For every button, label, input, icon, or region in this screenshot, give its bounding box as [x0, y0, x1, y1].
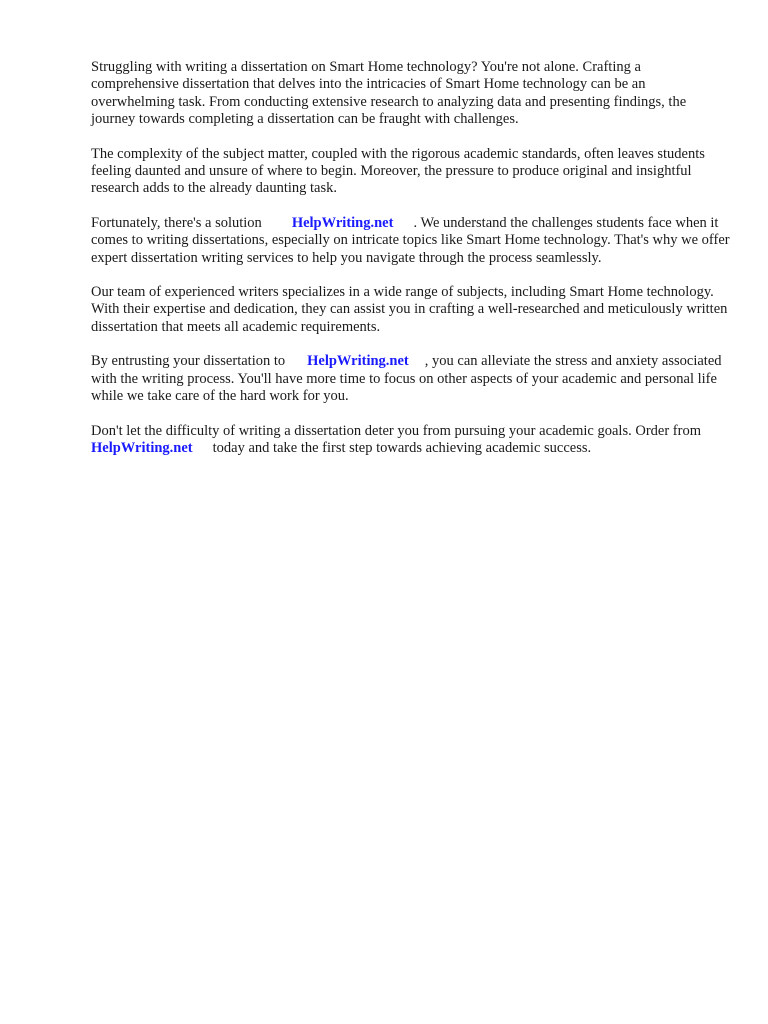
paragraph-intro: [91, 59, 731, 129]
paragraph-solution-text-after: . We understand the challenges students face when it comes to writing dissertations, especially on intricate topics like Smart Home technology. That's why we offer expert dissertation writing services to help you navigate through the process seamlessly.: [91, 214, 730, 266]
paragraph-intro-text: Struggling with writing a dissertation on Smart Home technology? You're not alone. Crafting a comprehensive dissertation that delves into the intricacies of Smart Home technology can be an overwhelming task. From conducting extensive research to analyzing data and presenting findings, the journey towards completing a dissertation can be fraught with challenges.: [91, 59, 687, 128]
paragraph-entrusting-text-before: By entrusting your dissertation to: [91, 353, 286, 370]
paragraph-entrusting-text-after: , you can alleviate the stress and anxiety associated with the writing process. You'll have more time to focus on other aspects of your academic and personal life while we take care of the hard work for you.: [91, 353, 722, 405]
helpwriting-link-3[interactable]: HelpWriting.net: [91, 439, 193, 456]
document-body: [91, 59, 731, 474]
helpwriting-link-1[interactable]: HelpWriting.net: [291, 214, 394, 231]
paragraph-closing-text-after: today and take the first step towards achieving academic success.: [212, 439, 592, 456]
paragraph-complexity-text: The complexity of the subject matter, coupled with the rigorous academic standards, often leaves students feeling daunted and unsure of where to begin. Moreover, the pressure to produce original and insightful research adds to the already daunting task.: [91, 145, 705, 197]
paragraph-team-text: Our team of experienced writers specializes in a wide range of subjects, including Smart Home technology. With their expertise and dedication, they can assist you in crafting a well-researched and meticulously written dissertation that meets all academic requirements.: [91, 284, 728, 335]
paragraph-team: [91, 284, 731, 336]
paragraph-complexity: [91, 146, 731, 198]
paragraph-entrusting: [91, 353, 731, 405]
paragraph-solution: [91, 215, 731, 267]
paragraph-solution-text-before: Fortunately, there's a solution: [91, 214, 262, 231]
paragraph-closing-text-before: Don't let the difficulty of writing a dissertation deter you from pursuing your academic goals. Order from: [91, 422, 701, 439]
helpwriting-link-2[interactable]: HelpWriting.net: [307, 353, 409, 370]
paragraph-closing: [91, 423, 731, 458]
